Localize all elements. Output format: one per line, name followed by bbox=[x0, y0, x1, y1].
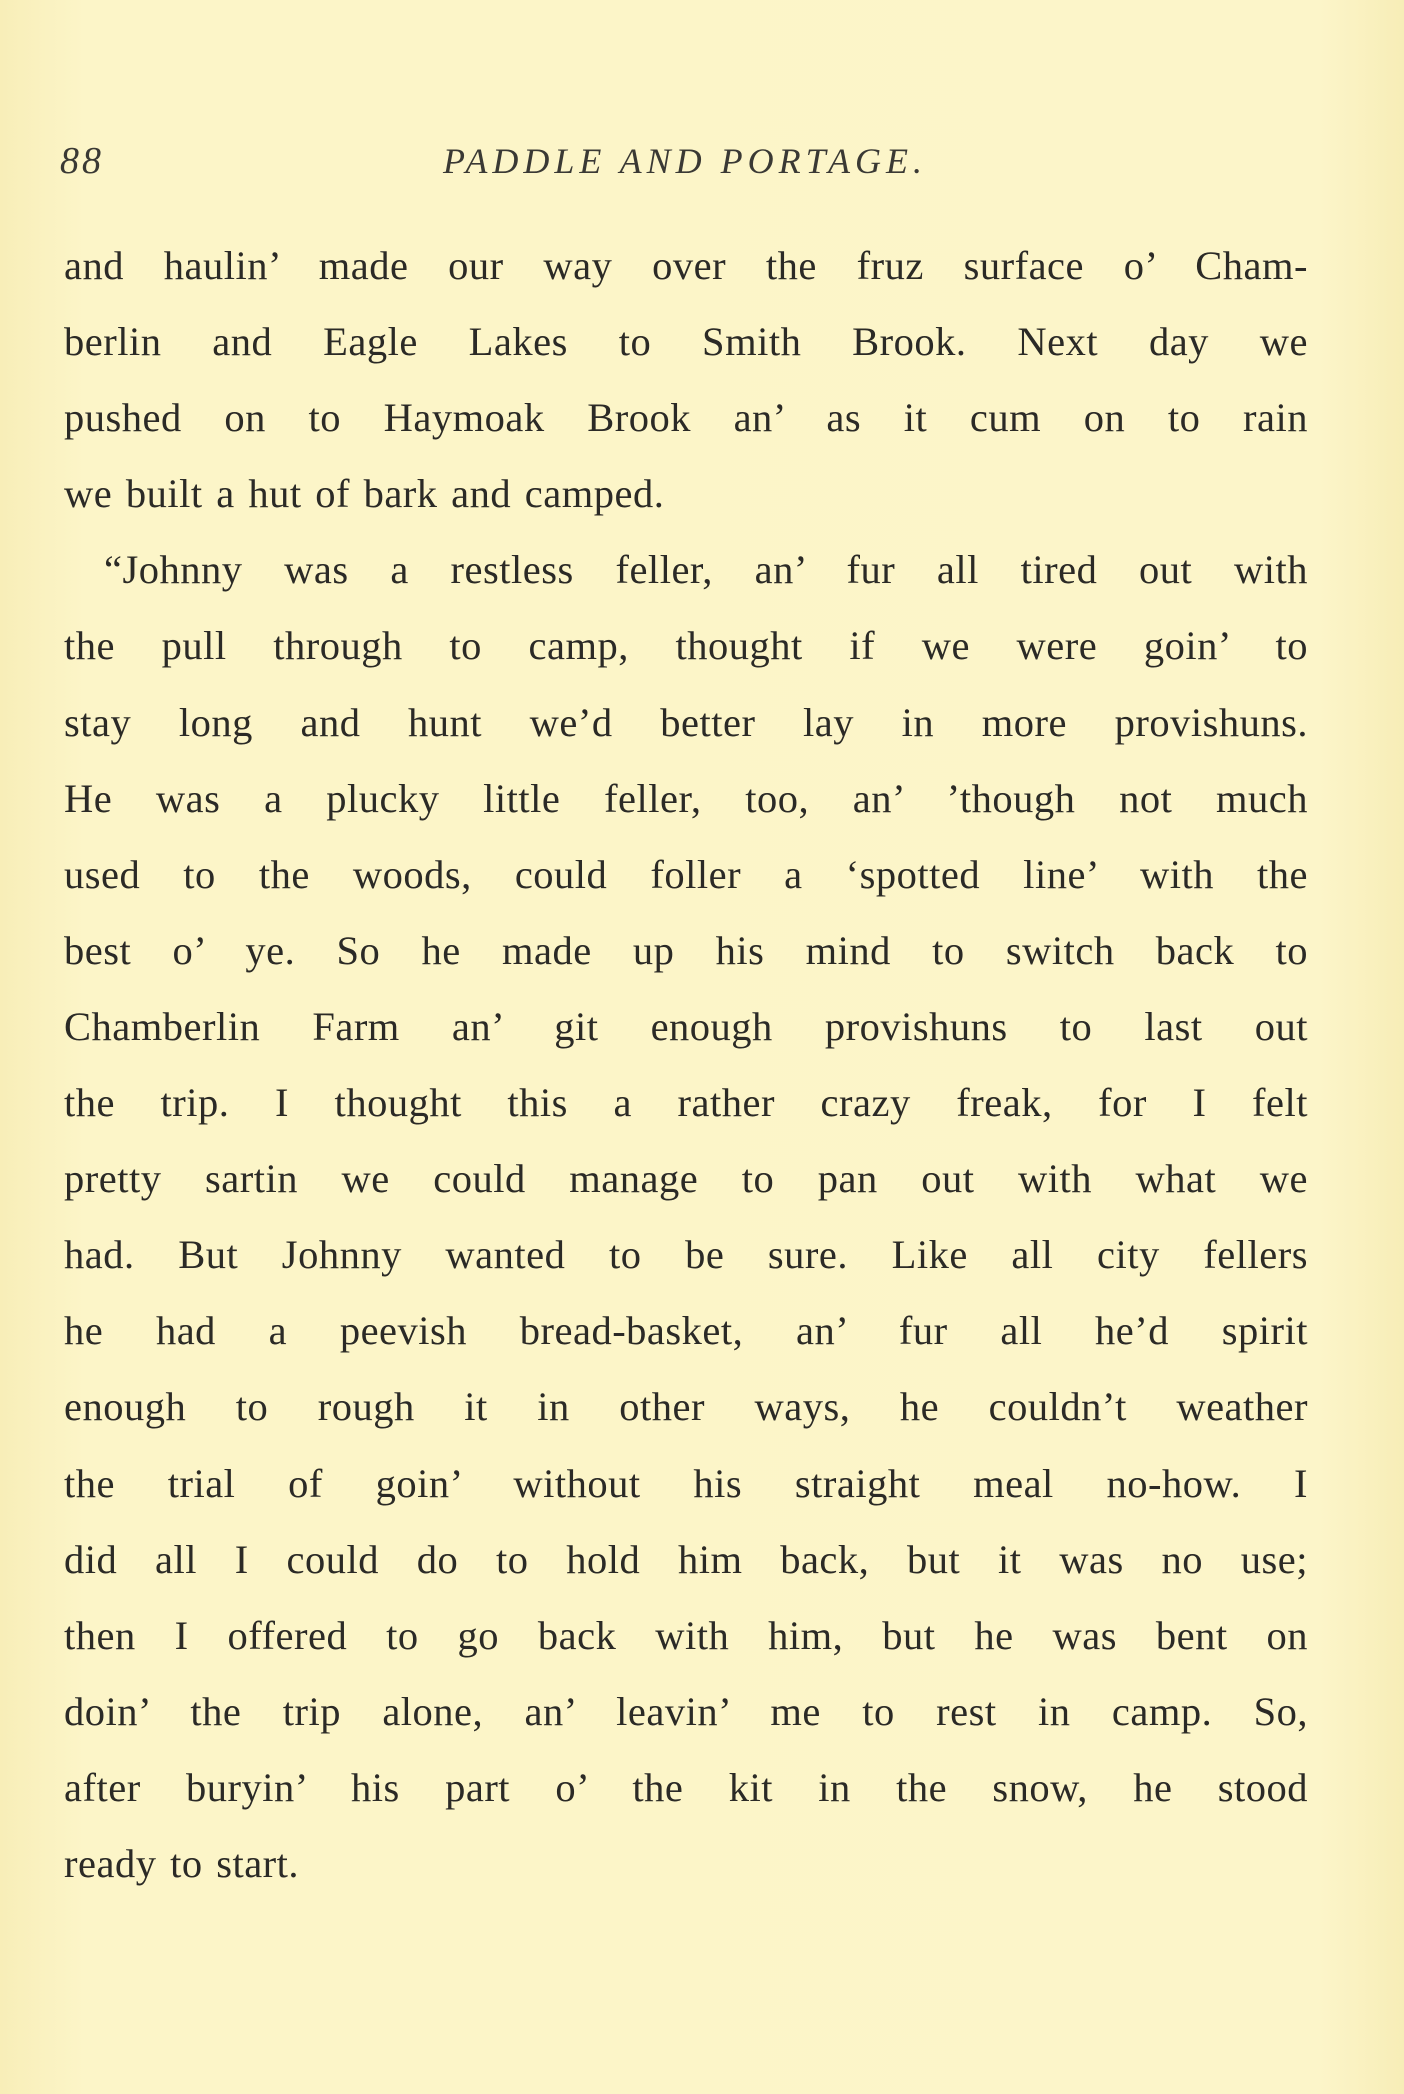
text-line: then I offered to go back with him, but he was bent on bbox=[64, 1612, 1308, 1658]
text-line: did all I could do to hold him back, but it was no use; bbox=[64, 1536, 1308, 1582]
text-line: we built a hut of bark and camped. bbox=[64, 471, 665, 517]
page-header bbox=[60, 136, 1310, 186]
text-line: stay long and hunt we’d better lay in more provishuns. bbox=[64, 699, 1308, 745]
text-line: used to the woods, could foller a ‘spotted line’ with the bbox=[64, 851, 1308, 897]
text-line: “Johnny was a restless feller, an’ fur all tired out with bbox=[104, 547, 1308, 593]
text-line: Chamberlin Farm an’ git enough provishuns to last out bbox=[64, 1003, 1308, 1049]
text-line: best o’ ye. So he made up his mind to switch back to bbox=[64, 927, 1308, 973]
text-line: pretty sartin we could manage to pan out with what we bbox=[64, 1156, 1308, 1202]
text-line: He was a plucky little feller, too, an’ ’though not much bbox=[64, 775, 1308, 821]
text-line: after buryin’ his part o’ the kit in the snow, he stood bbox=[64, 1764, 1308, 1810]
text-line: ready to start. bbox=[64, 1840, 300, 1886]
text-line: had. But Johnny wanted to be sure. Like all city fellers bbox=[64, 1232, 1308, 1278]
text-line: and haulin’ made our way over the fruz surface o’ Cham- bbox=[64, 243, 1308, 288]
text-line: the pull through to camp, thought if we were goin’ to bbox=[64, 623, 1308, 669]
text-line: enough to rough it in other ways, he couldn’t weather bbox=[64, 1384, 1308, 1430]
text-line: pushed on to Haymoak Brook an’ as it cum on to rain bbox=[64, 395, 1308, 441]
text-line: the trip. I thought this a rather crazy freak, for I felt bbox=[64, 1080, 1308, 1126]
body-text bbox=[64, 228, 1308, 1902]
page-number: 88 bbox=[60, 140, 104, 182]
text-line: he had a peevish bread-basket, an’ fur all he’d spirit bbox=[64, 1308, 1308, 1354]
text-line: the trial of goin’ without his straight meal no-how. I bbox=[64, 1460, 1308, 1506]
running-title: PADDLE AND PORTAGE. bbox=[442, 141, 927, 181]
text-line: berlin and Eagle Lakes to Smith Brook. Next day we bbox=[64, 319, 1308, 365]
text-line: doin’ the trip alone, an’ leavin’ me to rest in camp. So, bbox=[64, 1688, 1308, 1734]
